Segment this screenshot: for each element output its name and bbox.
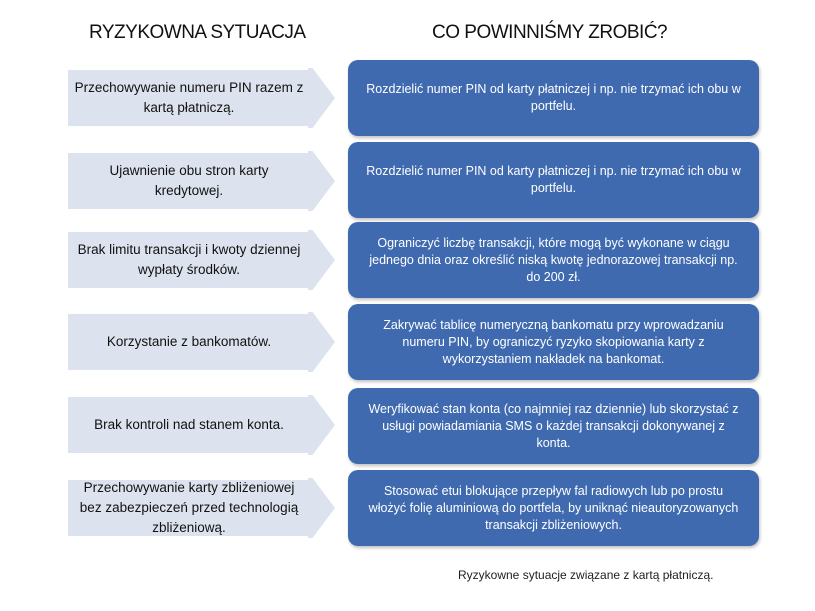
action-text: Stosować etui blokujące przepływ fal radiowych lub po prostu włożyć folię aluminiową do portfela, by uniknąć nieautoryzowanych transakcji zbliżeniowych. xyxy=(368,483,739,532)
situation-arrow xyxy=(68,395,335,455)
situation-arrow xyxy=(68,478,335,538)
situation-text: Przechowywanie numeru PIN razem z kartą płatniczą. xyxy=(74,80,304,115)
situation-text: Ujawnienie obu stron karty kredytowej. xyxy=(109,163,269,198)
what-to-do-header: CO POWINNIŚMY ZROBIĆ? xyxy=(432,22,668,43)
situation-arrow xyxy=(68,151,335,211)
situation-arrow xyxy=(68,230,335,290)
action-box xyxy=(348,470,759,546)
action-box xyxy=(348,388,759,464)
action-box xyxy=(348,142,759,218)
situation-text: Korzystanie z bankomatów. xyxy=(106,334,272,349)
action-text: Rozdzielić numer PIN od karty płatniczej i np. nie trzymać ich obu w portfelu. xyxy=(366,82,741,113)
situation-text: Brak kontroli nad stanem konta. xyxy=(94,417,284,432)
figure-caption: Ryzykowne sytuacje związane z kartą płatniczą. xyxy=(458,568,714,582)
action-box xyxy=(348,222,759,298)
situation-arrow xyxy=(68,312,335,372)
situation-arrow xyxy=(68,68,335,128)
action-box xyxy=(348,60,759,136)
action-box xyxy=(348,304,759,380)
risky-situation-header: RYZYKOWNA SYTUACJA xyxy=(89,22,306,43)
action-text: Ograniczyć liczbę transakcji, które mogą być wykonane w ciągu jednego dnia oraz określić niską kwotę jednorazowej transakcji np. do 200 zł. xyxy=(369,235,738,284)
situation-text: Brak limitu transakcji i kwoty dziennej wypłaty środków. xyxy=(77,242,301,277)
situation-text: Przechowywanie karty zbliżeniowej bez zabezpieczeń przed technologią zbliżeniową. xyxy=(79,480,299,535)
action-text: Zakrywać tablicę numeryczną bankomatu przy wprowadzaniu numeru PIN, by ograniczyć ryzyko skopiowania karty z wykorzystaniem nakładek na bankomat. xyxy=(383,317,724,366)
action-text: Rozdzielić numer PIN od karty płatniczej i np. nie trzymać ich obu w portfelu. xyxy=(366,164,741,195)
action-text: Weryfikować stan konta (co najmniej raz dziennie) lub skorzystać z usługi powiadamiania SMS o każdej transakcji dokonywanej z konta. xyxy=(368,401,739,450)
